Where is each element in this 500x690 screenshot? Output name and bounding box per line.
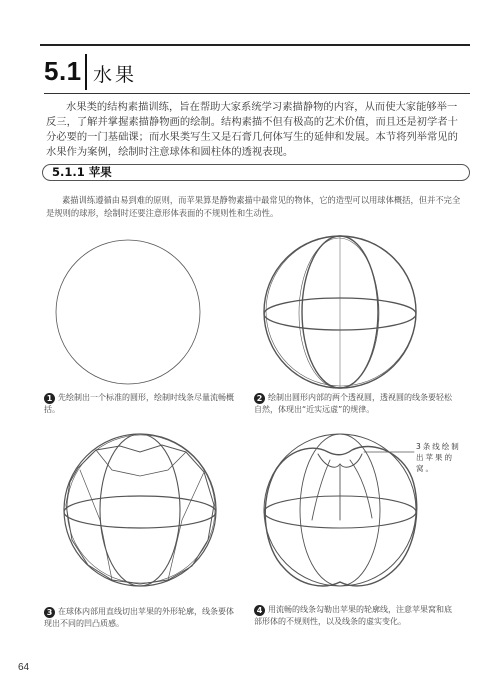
step2-caption xyxy=(254,392,454,416)
page-number: 64 xyxy=(18,662,30,673)
top-rule xyxy=(40,44,470,46)
step4-caption xyxy=(254,604,454,628)
subsection-paragraph: 素描训练遵循由易到难的原则，而苹果算是静物素描中最常见的物体，它的造型可以用球体概括，但并不完全是规则的球形，绘制时还要注意形体表面的不规则性和生动性。 xyxy=(46,195,461,218)
step3-number: 3 xyxy=(44,607,55,618)
step4-text: 用流畅的线条勾勒出苹果的轮廓线，注意苹果窝和底部形体的不规则性，以及线条的虚实变化。 xyxy=(254,605,452,626)
section-rule xyxy=(44,93,470,94)
step4-number: 4 xyxy=(254,605,265,616)
section-number: 5.1 xyxy=(44,56,82,86)
step1-number: 1 xyxy=(44,393,55,404)
step1-caption xyxy=(44,392,244,416)
step2-number: 2 xyxy=(254,393,265,404)
section-divider xyxy=(85,54,87,90)
step3-text: 在球体内部用直线切出苹果的外形轮廓，线条要体现出不同的凹凸质感。 xyxy=(44,607,234,628)
step3-caption xyxy=(44,606,240,630)
step1-circle xyxy=(56,240,200,384)
section-title: 水果 xyxy=(93,64,138,86)
subsection-title: 5.1.1 苹果 xyxy=(52,165,112,179)
step1-text: 先绘制出一个标准的圆形，绘制时线条尽量流畅概括。 xyxy=(44,393,234,414)
intro-paragraph: 水果类的结构素描训练，旨在帮助大家系统学习素描静物的内容，从而使大家能够举一反三，了解并掌握素描静物画的绘制。结构素描不但有极高的艺术价值，而且还是初学者十分必要的一门基础课；而水果类写生又是石膏几何体写生的延伸和发展。本节将列举常见的水果作为案例，绘制时注意球体和圆柱体的透视表现。 xyxy=(46,101,458,158)
annotation-text: 3条线绘制出苹果的窝。 xyxy=(416,442,461,473)
step2-text: 绘制出圆形内部的两个透视圆，透视圆的线条要轻松自然，体现出“近实远虚”的规律。 xyxy=(254,393,452,414)
